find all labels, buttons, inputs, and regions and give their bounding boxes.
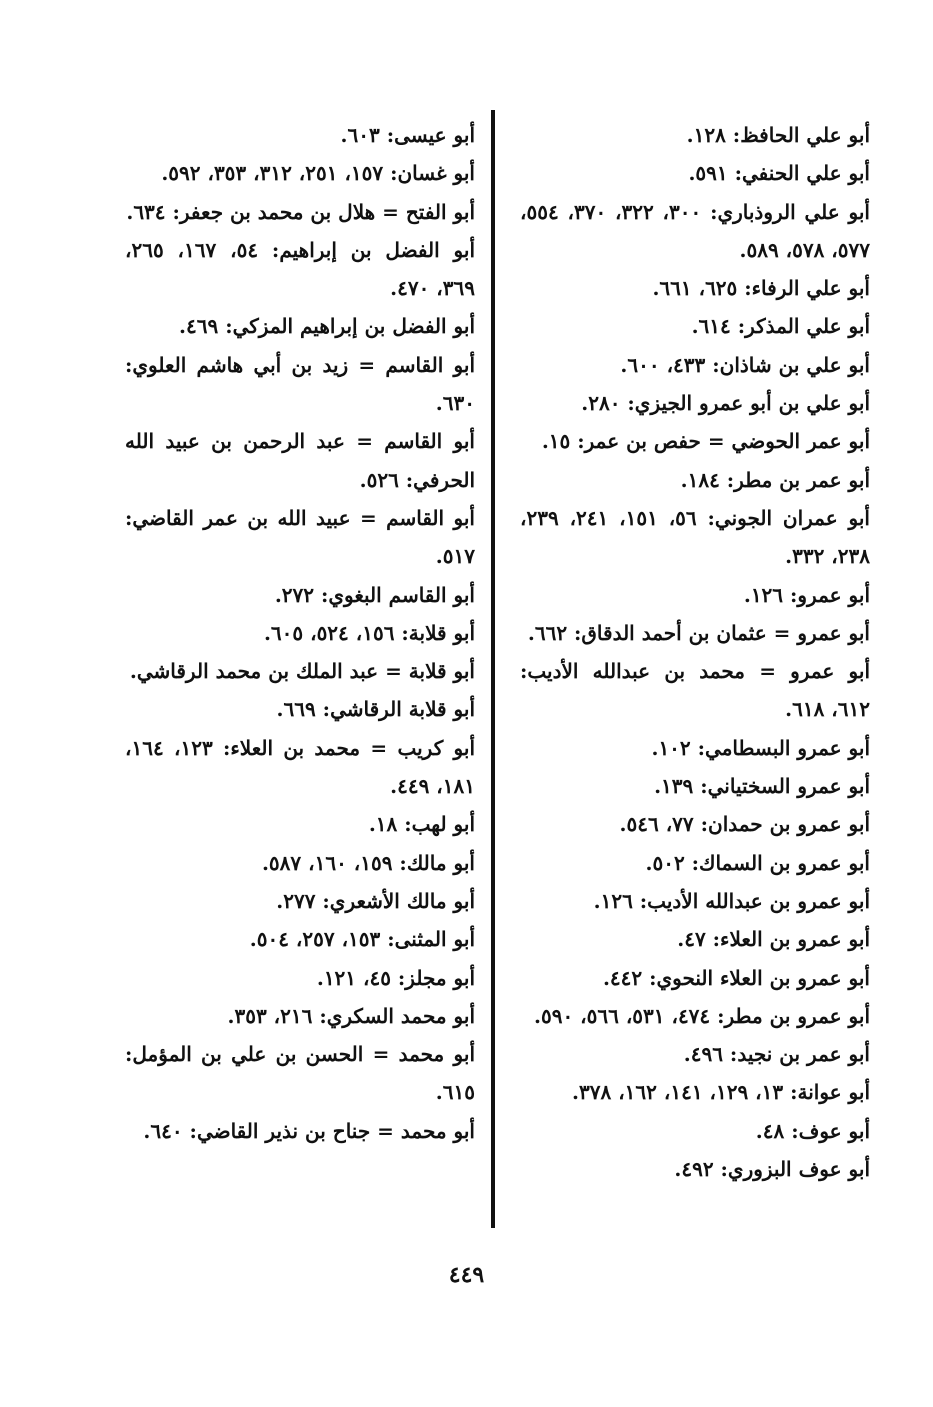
index-entry: أبو عمرو بن العلاء: ٤٧.: [677, 927, 870, 952]
index-entry: أبو قلابة: ١٥٦، ٥٢٤، ٦٠٥.: [263, 620, 475, 645]
index-entry: أبو عمرو بن العلاء النحوي: ٤٤٢.: [602, 965, 870, 990]
index-entry: أبو غسان: ١٥٧، ٢٥١، ٣١٢، ٣٥٣، ٥٩٢.: [161, 161, 475, 186]
index-entry: أبو عمرو بن مطر: ٤٧٤، ٥٣١، ٥٦٦، ٥٩٠.: [534, 1003, 870, 1028]
index-entry: أبو علي الحنفي: ٥٩١.: [688, 161, 870, 186]
index-entry: أبو عمرو بن السماك: ٥٠٢.: [645, 850, 870, 875]
index-entry: أبو عمر بن نجيد: ٤٩٦.: [683, 1042, 870, 1067]
index-entry: أبو علي الحافظ: ١٢٨.: [686, 123, 870, 147]
index-entry: أبو علي بن أبو عمرو الجيزي: ٢٨٠.: [581, 391, 870, 416]
index-entry: أبو عمرو البسطامي: ١٠٢.: [651, 735, 870, 760]
index-entry: أبو علي الروذباري: ٣٠٠، ٣٢٢، ٣٧٠، ٥٥٤، ٥٧٧، ٥٧٨، ٥٨٩.: [520, 199, 870, 262]
index-entry: أبو عمرو السختياني: ١٣٩.: [654, 774, 870, 799]
index-entry: أبو القاسم البغوي: ٢٧٢.: [274, 582, 475, 607]
index-entry: أبو محمد = الحسن بن علي بن المؤمل: ٦١٥.: [125, 1042, 475, 1105]
index-entry: أبو الفضل بن إبراهيم المزكي: ٤٦٩.: [179, 314, 475, 339]
index-entry: أبو قلابة الرقاشي: ٦٦٩.: [276, 697, 475, 722]
index-entry: أبو لهب: ١٨.: [368, 812, 475, 837]
right-index-column: [520, 116, 870, 1188]
index-entry: أبو عوف البزوري: ٤٩٢.: [674, 1157, 870, 1182]
index-entry: أبو عمر الحوضي = حفص بن عمر: ١٥.: [541, 429, 870, 454]
index-entry: أبو الفتح = هلال بن محمد بن جعفر: ٦٣٤.: [126, 199, 475, 224]
index-entry: أبو عمران الجوني: ٥٦، ١٥١، ٢٤١، ٢٣٩، ٢٣٨، ٣٣٢.: [520, 505, 870, 569]
index-entry: أبو عمرو = عثمان بن أحمد الدقاق: ٦٦٢.: [527, 620, 870, 645]
index-entry: أبو عمر بن مطر: ١٨٤.: [680, 467, 870, 492]
index-entry: أبو علي بن شاذان: ٤٣٣، ٦٠٠.: [620, 352, 870, 377]
index-entry: أبو مالك: ١٥٩، ١٦٠، ٥٨٧.: [261, 850, 475, 875]
index-entry: أبو عمرو بن حمدان: ٧٧، ٥٤٦.: [619, 812, 870, 837]
index-entry: أبو كريب = محمد بن العلاء: ١٢٣، ١٦٤، ١٨١، ٤٤٩.: [125, 735, 475, 799]
index-entry: أبو القاسم = عبد الرحمن بن عبيد الله الحرفي: ٥٢٦.: [125, 429, 475, 492]
index-entry: أبو عمرو بن عبدالله الأديب: ١٢٦.: [593, 888, 870, 913]
index-entry: أبو مجلز: ٤٥، ١٢١.: [316, 965, 475, 990]
index-entry: أبو علي الرفاء: ٦٢٥، ٦٦١.: [652, 276, 870, 301]
index-entry: أبو القاسم = عبيد الله بن عمر القاضي: ٥١٧.: [125, 505, 475, 569]
index-entry: أبو علي المذكر: ٦١٤.: [691, 314, 870, 339]
index-entry: أبو قلابة = عبد الملك بن محمد الرقاشي.: [129, 659, 475, 684]
index-entry: أبو مالك الأشعري: ٢٧٧.: [276, 888, 475, 913]
index-entry: أبو محمد = جناح بن نذير القاضي: ٦٤٠.: [143, 1118, 475, 1143]
index-entry: أبو محمد السكري: ٢١٦، ٣٥٣.: [227, 1003, 475, 1028]
index-entry: أبو المثنى: ١٥٣، ٢٥٧، ٥٠٤.: [249, 927, 475, 952]
index-entry: أبو عمرو = محمد بن عبدالله الأديب: ٦١٢، ٦١٨.: [520, 659, 870, 722]
column-divider: [491, 110, 495, 1228]
index-entry: أبو عيسى: ٦٠٣.: [340, 123, 475, 147]
index-entry: أبو عوانة: ١٣، ١٢٩، ١٤١، ١٦٢، ٣٧٨.: [572, 1080, 870, 1105]
index-entry: أبو القاسم = زيد بن أبي هاشم العلوي: ٦٣٠.: [125, 352, 475, 416]
index-entry: أبو عمرو: ١٢٦.: [743, 582, 870, 607]
left-index-column: [125, 116, 475, 1150]
page-number: ٤٤٩: [448, 1262, 485, 1288]
index-entry: أبو الفضل بن إبراهيم: ٥٤، ١٦٧، ٢٦٥، ٣٦٩، ٤٧٠.: [125, 237, 476, 301]
index-entry: أبو عوف: ٤٨.: [755, 1118, 870, 1143]
